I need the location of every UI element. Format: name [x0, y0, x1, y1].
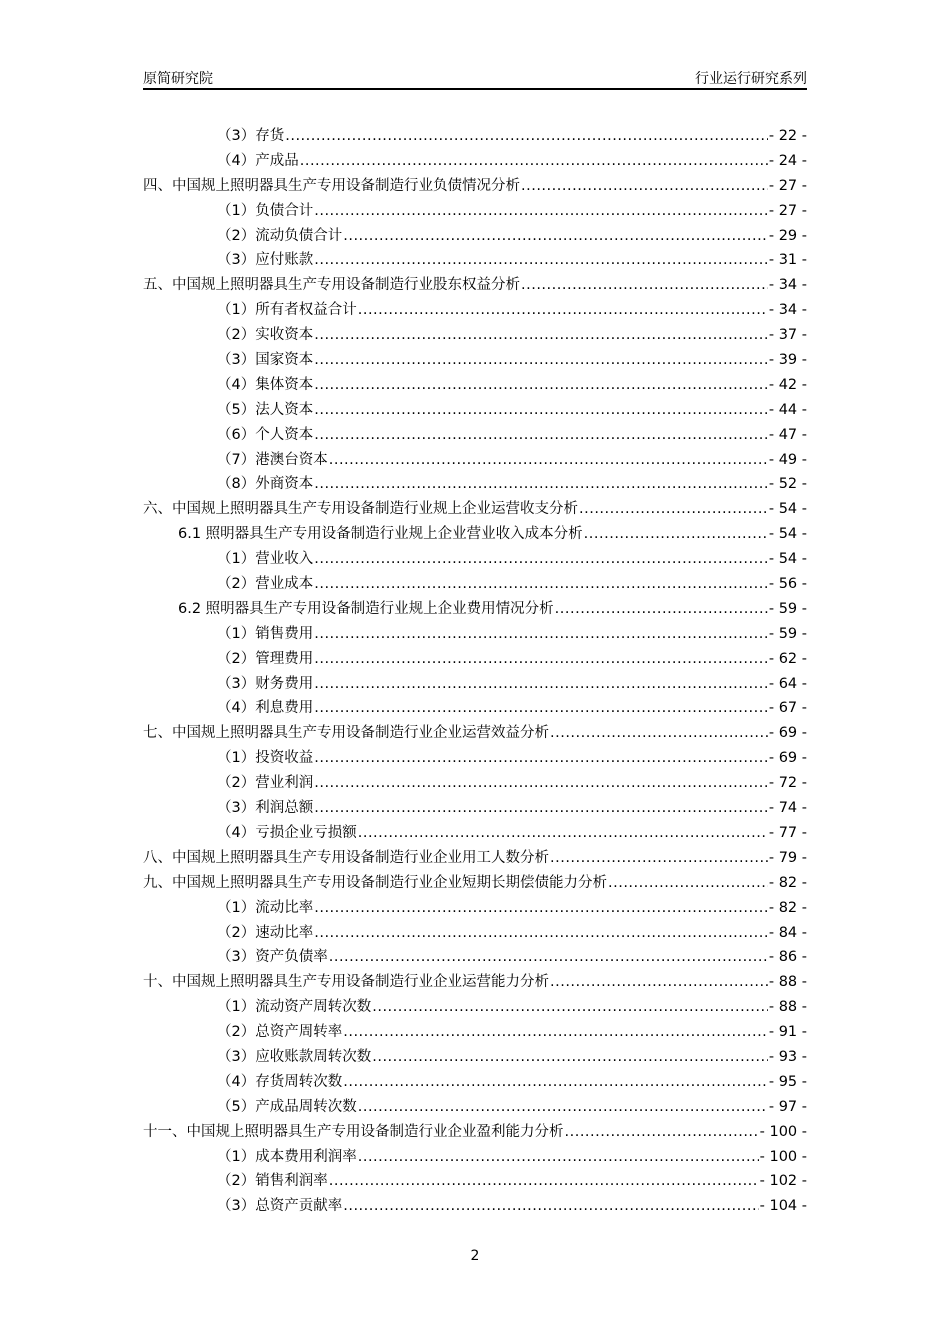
toc-leader-dots	[579, 497, 768, 522]
toc-entry[interactable]	[143, 995, 807, 1020]
toc-leader-dots	[314, 771, 768, 796]
toc-leader-dots	[343, 1194, 758, 1219]
toc-entry[interactable]	[143, 1070, 807, 1095]
toc-entry-title: （2）销售利润率	[217, 1173, 328, 1190]
toc-entry[interactable]	[143, 1020, 807, 1045]
toc-entry[interactable]	[143, 871, 807, 896]
toc-leader-dots	[314, 696, 768, 721]
toc-entry-page: - 74 -	[768, 800, 807, 817]
toc-leader-dots	[550, 846, 768, 871]
toc-entry[interactable]	[143, 448, 807, 473]
toc-entry[interactable]	[143, 472, 807, 497]
toc-leader-dots	[314, 199, 768, 224]
toc-leader-dots	[314, 921, 768, 946]
toc-entry-page: - 59 -	[768, 625, 807, 642]
toc-entry[interactable]	[143, 647, 807, 672]
toc-entry[interactable]	[143, 373, 807, 398]
toc-entry-page: - 93 -	[768, 1048, 807, 1065]
toc-leader-dots	[329, 1169, 759, 1194]
toc-entry[interactable]	[143, 522, 807, 547]
toc-entry-page: - 56 -	[768, 576, 807, 593]
toc-entry-title: （2）营业利润	[217, 775, 314, 792]
toc-entry-page: - 44 -	[768, 401, 807, 418]
toc-leader-dots	[608, 871, 768, 896]
toc-leader-dots	[343, 1020, 768, 1045]
toc-entry-page: - 59 -	[768, 600, 807, 617]
toc-entry[interactable]	[143, 1145, 807, 1170]
toc-entry-page: - 88 -	[768, 999, 807, 1016]
toc-entry-page: - 39 -	[768, 352, 807, 369]
toc-entry[interactable]	[143, 323, 807, 348]
toc-leader-dots	[584, 522, 768, 547]
header-org-name: 原简研究院	[143, 71, 213, 87]
toc-entry-page: - 42 -	[768, 376, 807, 393]
toc-entry-page: - 100 -	[759, 1148, 807, 1165]
toc-entry[interactable]	[143, 1045, 807, 1070]
toc-leader-dots	[358, 298, 768, 323]
toc-entry[interactable]	[143, 597, 807, 622]
toc-entry[interactable]	[143, 174, 807, 199]
toc-leader-dots	[314, 348, 768, 373]
toc-leader-dots	[314, 323, 768, 348]
toc-entry-page: - 69 -	[768, 725, 807, 742]
toc-entry-page: - 104 -	[759, 1198, 807, 1215]
table-of-contents	[143, 124, 807, 1219]
toc-leader-dots	[550, 721, 768, 746]
toc-entry[interactable]	[143, 497, 807, 522]
toc-entry-page: - 49 -	[768, 451, 807, 468]
toc-entry-page: - 34 -	[768, 302, 807, 319]
toc-entry[interactable]	[143, 248, 807, 273]
toc-leader-dots	[343, 224, 768, 249]
toc-leader-dots	[329, 448, 768, 473]
toc-leader-dots	[358, 1145, 759, 1170]
toc-entry-page: - 82 -	[768, 874, 807, 891]
toc-entry[interactable]	[143, 622, 807, 647]
toc-entry-page: - 52 -	[768, 476, 807, 493]
toc-leader-dots	[550, 970, 768, 995]
toc-entry-title: 6.1 照明器具生产专用设备制造行业规上企业营业收入成本分析	[178, 526, 583, 543]
toc-entry-page: - 27 -	[768, 202, 807, 219]
toc-entry-page: - 79 -	[768, 849, 807, 866]
toc-entry-title: 七、中国规上照明器具生产专用设备制造行业企业运营效益分析	[143, 725, 549, 742]
toc-leader-dots	[314, 373, 768, 398]
toc-entry-title: （6）个人资本	[217, 426, 314, 443]
toc-entry-title: （3）资产负债率	[217, 949, 328, 966]
toc-entry-title: （1）流动比率	[217, 899, 314, 916]
toc-entry[interactable]	[143, 970, 807, 995]
toc-entry[interactable]	[143, 149, 807, 174]
toc-entry[interactable]	[143, 921, 807, 946]
toc-entry-title: （1）流动资产周转次数	[217, 999, 372, 1016]
toc-entry[interactable]	[143, 721, 807, 746]
toc-leader-dots	[358, 1095, 768, 1120]
toc-entry-title: （3）财务费用	[217, 675, 314, 692]
toc-entry-title: （3）国家资本	[217, 352, 314, 369]
toc-entry-page: - 100 -	[759, 1123, 807, 1140]
toc-leader-dots	[314, 622, 768, 647]
toc-entry-title: 八、中国规上照明器具生产专用设备制造行业企业用工人数分析	[143, 849, 549, 866]
toc-entry-title: 十、中国规上照明器具生产专用设备制造行业企业运营能力分析	[143, 974, 549, 991]
toc-entry[interactable]	[143, 423, 807, 448]
toc-leader-dots	[314, 572, 768, 597]
toc-entry-title: （4）集体资本	[217, 376, 314, 393]
toc-entry-title: 十一、中国规上照明器具生产专用设备制造行业企业盈利能力分析	[143, 1123, 564, 1140]
toc-entry-page: - 54 -	[768, 526, 807, 543]
toc-entry-title: （4）存货周转次数	[217, 1073, 343, 1090]
toc-leader-dots	[314, 472, 768, 497]
toc-entry[interactable]	[143, 348, 807, 373]
toc-entry-page: - 62 -	[768, 650, 807, 667]
toc-entry-title: （3）应付账款	[217, 252, 314, 269]
toc-entry-page: - 31 -	[768, 252, 807, 269]
toc-entry-title: （2）营业成本	[217, 576, 314, 593]
toc-leader-dots	[314, 398, 768, 423]
toc-leader-dots	[314, 547, 768, 572]
toc-leader-dots	[555, 597, 768, 622]
toc-leader-dots	[314, 896, 768, 921]
toc-leader-dots	[358, 821, 768, 846]
toc-leader-dots	[343, 1070, 768, 1095]
toc-entry-title: 四、中国规上照明器具生产专用设备制造行业负债情况分析	[143, 177, 520, 194]
toc-entry-title: 九、中国规上照明器具生产专用设备制造行业企业短期长期偿债能力分析	[143, 874, 607, 891]
toc-entry[interactable]	[143, 672, 807, 697]
toc-entry-title: 6.2 照明器具生产专用设备制造行业规上企业费用情况分析	[178, 600, 554, 617]
toc-entry-title: （2）流动负债合计	[217, 227, 343, 244]
toc-entry-title: （3）应收账款周转次数	[217, 1048, 372, 1065]
toc-entry-title: （1）所有者权益合计	[217, 302, 357, 319]
toc-leader-dots	[565, 1120, 759, 1145]
toc-entry-page: - 91 -	[768, 1024, 807, 1041]
toc-entry[interactable]	[143, 746, 807, 771]
header-series-name: 行业运行研究系列	[695, 71, 807, 87]
toc-leader-dots	[372, 995, 768, 1020]
toc-entry-title: （3）总资产贡献率	[217, 1198, 343, 1215]
toc-entry-page: - 27 -	[768, 177, 807, 194]
toc-entry-title: 六、中国规上照明器具生产专用设备制造行业规上企业运营收支分析	[143, 501, 578, 518]
toc-entry-title: （1）营业收入	[217, 551, 314, 568]
toc-leader-dots	[285, 124, 768, 149]
toc-entry-page: - 54 -	[768, 501, 807, 518]
toc-entry-title: （1）负债合计	[217, 202, 314, 219]
toc-entry[interactable]	[143, 896, 807, 921]
toc-leader-dots	[314, 647, 768, 672]
toc-entry-page: - 86 -	[768, 949, 807, 966]
toc-leader-dots	[300, 149, 768, 174]
toc-entry-page: - 64 -	[768, 675, 807, 692]
toc-entry-title: （2）总资产周转率	[217, 1024, 343, 1041]
toc-entry[interactable]	[143, 273, 807, 298]
toc-entry-title: （2）管理费用	[217, 650, 314, 667]
toc-entry-title: （3）利润总额	[217, 800, 314, 817]
toc-leader-dots	[314, 248, 768, 273]
toc-entry-title: （5）法人资本	[217, 401, 314, 418]
toc-leader-dots	[372, 1045, 768, 1070]
page-number: 2	[470, 1248, 480, 1264]
toc-entry-page: - 82 -	[768, 899, 807, 916]
toc-entry-page: - 54 -	[768, 551, 807, 568]
toc-entry-page: - 97 -	[768, 1098, 807, 1115]
toc-entry-page: - 34 -	[768, 277, 807, 294]
toc-entry-page: - 102 -	[759, 1173, 807, 1190]
page-header	[143, 66, 807, 90]
toc-entry-title: 五、中国规上照明器具生产专用设备制造行业股东权益分析	[143, 277, 520, 294]
toc-entry-page: - 29 -	[768, 227, 807, 244]
toc-entry[interactable]	[143, 199, 807, 224]
toc-entry-page: - 95 -	[768, 1073, 807, 1090]
toc-entry-title: （2）速动比率	[217, 924, 314, 941]
toc-leader-dots	[314, 672, 768, 697]
toc-entry-page: - 47 -	[768, 426, 807, 443]
toc-entry[interactable]	[143, 821, 807, 846]
toc-entry[interactable]	[143, 1095, 807, 1120]
toc-entry[interactable]	[143, 796, 807, 821]
toc-entry-title: （2）实收资本	[217, 327, 314, 344]
toc-leader-dots	[521, 273, 768, 298]
toc-entry-title: （1）成本费用利润率	[217, 1148, 357, 1165]
toc-entry-page: - 24 -	[768, 152, 807, 169]
toc-leader-dots	[521, 174, 768, 199]
toc-leader-dots	[314, 796, 768, 821]
toc-entry-page: - 84 -	[768, 924, 807, 941]
toc-entry[interactable]	[143, 945, 807, 970]
toc-entry-title: （7）港澳台资本	[217, 451, 328, 468]
toc-entry-title: （4）利息费用	[217, 700, 314, 717]
toc-entry-page: - 77 -	[768, 824, 807, 841]
toc-entry[interactable]	[143, 124, 807, 149]
toc-entry-title: （5）产成品周转次数	[217, 1098, 357, 1115]
toc-leader-dots	[314, 423, 768, 448]
toc-entry[interactable]	[143, 846, 807, 871]
toc-entry[interactable]	[143, 298, 807, 323]
toc-leader-dots	[329, 945, 768, 970]
toc-entry-title: （4）亏损企业亏损额	[217, 824, 357, 841]
toc-entry-page: - 72 -	[768, 775, 807, 792]
toc-entry-page: - 69 -	[768, 750, 807, 767]
toc-entry-page: - 22 -	[768, 128, 807, 144]
toc-entry-page: - 67 -	[768, 700, 807, 717]
toc-entry-title: （1）销售费用	[217, 625, 314, 642]
toc-entry-title: （3）存货	[217, 128, 285, 144]
toc-entry[interactable]	[143, 1169, 807, 1194]
toc-entry-title: （1）投资收益	[217, 750, 314, 767]
toc-entry[interactable]	[143, 572, 807, 597]
toc-entry-page: - 37 -	[768, 327, 807, 344]
toc-entry-title: （4）产成品	[217, 152, 299, 169]
toc-entry[interactable]	[143, 771, 807, 796]
toc-leader-dots	[314, 746, 768, 771]
toc-entry-page: - 88 -	[768, 974, 807, 991]
toc-entry-title: （8）外商资本	[217, 476, 314, 493]
toc-entry[interactable]	[143, 1194, 807, 1219]
toc-entry[interactable]	[143, 398, 807, 423]
toc-entry[interactable]	[143, 696, 807, 721]
toc-entry[interactable]	[143, 1120, 807, 1145]
toc-entry[interactable]	[143, 224, 807, 249]
toc-entry[interactable]	[143, 547, 807, 572]
